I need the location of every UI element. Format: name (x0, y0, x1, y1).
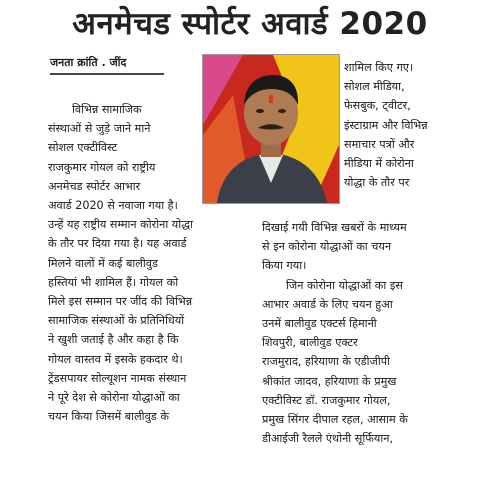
article-text-line: के तौर पर दिया गया है। यह अवार्ड (48, 237, 187, 251)
article-text-line: योद्धा के तौर पर (344, 176, 410, 190)
article-column-right-bottom (262, 218, 482, 500)
article-headline: अनमेचड स्पोर्टर अवार्ड 2020 (72, 6, 428, 42)
article-text-line: शिवपुरी, बालीवुड एक्टर (262, 336, 358, 350)
article-text-line: मीडिया में कोरोना (344, 157, 414, 171)
article-text-line: उन्हें यह राष्ट्रीय सम्मान कोरोना योद्धा (48, 218, 194, 232)
article-text-line: राजमुराद, हरियाणा के एडीजीपी (262, 355, 391, 369)
article-text-line: विभिन्न सामाजिक (72, 103, 142, 116)
article-text-line: ने पूरे देश से कोरोना योद्धाओं का (48, 391, 180, 405)
byline-underline (50, 73, 164, 75)
article-text-line: मिलने वालों में कई बालीवुड (48, 256, 158, 270)
article-text-line: दिखाई गयी विभिन्न खबरों के माध्यम (262, 221, 407, 234)
article-text-line: अवार्ड 2020 से नवाजा गया है। (48, 199, 178, 213)
article-text-line: ट्रेंडसपायर सोल्यूशन नामक संस्थान (48, 371, 187, 385)
article-column-right-top (344, 58, 480, 208)
article-text-line: हस्तियां भी शामिल हैं। गोयल को (48, 275, 179, 289)
article-text-line: सोशल एक्टीविस्ट (48, 141, 118, 155)
article-text-line: डीआईजी रैलले एंथोनी सूर्फियान, (262, 432, 394, 446)
article-text-line: चयन किया जिसमें बालीवुड के (48, 410, 169, 424)
byline: जनता क्रांति . जींद (50, 56, 127, 69)
article-text-line: गोयल वास्तव में इसके हकदार थे। (48, 352, 183, 366)
article-text-line: शामिल किए गए। (344, 61, 414, 74)
article-text-line: अनमेचड स्पोर्टर आभार (48, 179, 141, 193)
article-text-line: प्रमुख सिंगर दीपाल रहल, आसाम के (262, 413, 408, 427)
article-text-line: जिन कोरोना योद्धाओं का इस (286, 278, 403, 292)
article-text-line: इंस्टाग्राम और विभिन्न (344, 118, 428, 132)
article-text-line: मिले इस सम्मान पर जींद की विभिन्न (48, 295, 193, 309)
article-text-line: समाचार पत्रों और (344, 137, 415, 151)
article-column-left (48, 100, 240, 500)
article-text-line: श्रीकांत जादव, हरियाणा के प्रमुख (262, 374, 397, 388)
article-text-line: फेसबुक, ट्वीटर, (344, 99, 411, 113)
article-text-line: आभार अवार्ड के लिए चयन हुआ (262, 297, 393, 311)
article-text-line: एक्टीविस्ट डॉ. राजकुमार गोयल, (262, 393, 391, 407)
article-text-line: ने खुशी जताई है और कहा है कि (48, 333, 179, 347)
article-text-line: राजकुमार गोयल को राष्ट्रीय (48, 160, 156, 174)
article-text-line: उनमें बालीवुड एक्टर्स हिमानी (262, 317, 377, 331)
article-text-line: से इन कोरोना योद्धाओं का चयन (262, 240, 392, 254)
article-text-line: किया गया। (262, 259, 307, 273)
article-text-line: सोशल मीडिया, (344, 80, 405, 94)
article-text-line: सामाजिक संस्थाओं के प्रतिनिधियों (48, 314, 185, 328)
article-text-line: संस्थाओं से जुड़े जाने माने (48, 122, 151, 136)
